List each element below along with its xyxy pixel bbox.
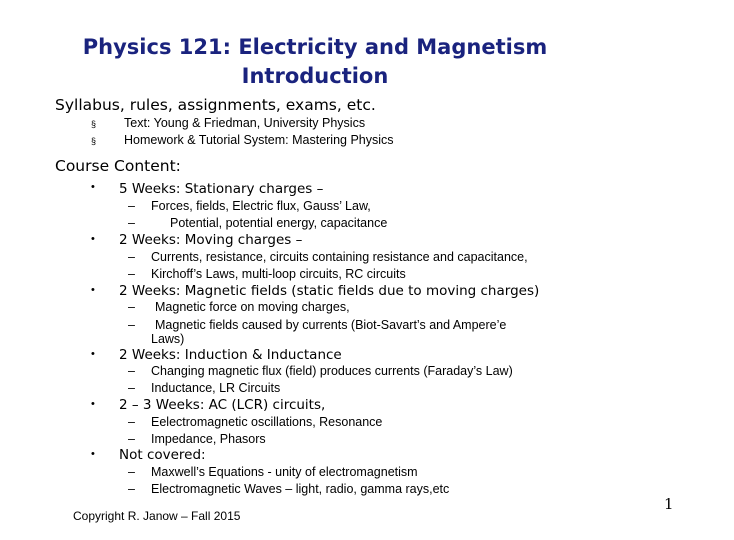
- section-label: 2 Weeks: Magnetic fields (static fields due to moving charges): [119, 283, 540, 299]
- section-sub-item: Maxwell’s Equations - unity of electromagnetism: [151, 465, 418, 479]
- section-sub-item: Potential, potential energy, capacitance: [170, 216, 388, 230]
- dash-icon: –: [128, 364, 135, 378]
- section-sub-item: Electromagnetic Waves – light, radio, gamma rays,etc: [151, 482, 450, 496]
- square-bullet-icon: §: [91, 119, 97, 129]
- section-sub-item: Impedance, Phasors: [151, 432, 266, 446]
- page-number: 1: [664, 495, 674, 513]
- course-content-heading: Course Content:: [55, 157, 181, 175]
- dash-icon: –: [128, 216, 135, 230]
- syllabus-item: Text: Young & Friedman, University Physics: [124, 116, 366, 130]
- section-sub-item-continued: Laws): [151, 332, 185, 346]
- section-label: 2 Weeks: Moving charges –: [119, 232, 303, 248]
- section-sub-item: Magnetic force on moving charges,: [155, 300, 350, 314]
- bullet-icon: •: [91, 448, 95, 460]
- slide-title: [0, 33, 630, 91]
- section-sub-item: Currents, resistance, circuits containing resistance and capacitance,: [151, 250, 528, 264]
- bullet-icon: •: [91, 181, 95, 193]
- square-bullet-icon: §: [91, 136, 97, 146]
- section-sub-item: Forces, fields, Electric flux, Gauss’ Law,: [151, 199, 371, 213]
- section-sub-item: Magnetic fields caused by currents (Biot-Savart’s and Ampere’e: [155, 318, 507, 332]
- dash-icon: –: [128, 432, 135, 446]
- section-sub-item: Eelectromagnetic oscillations, Resonance: [151, 415, 383, 429]
- dash-icon: –: [128, 318, 135, 332]
- dash-icon: –: [128, 381, 135, 395]
- section-label: 5 Weeks: Stationary charges –: [119, 181, 324, 197]
- bullet-icon: •: [91, 284, 95, 296]
- syllabus-item: Homework & Tutorial System: Mastering Physics: [124, 133, 394, 147]
- section-sub-item: Inductance, LR Circuits: [151, 381, 281, 395]
- section-sub-item: Changing magnetic flux (field) produces currents (Faraday’s Law): [151, 364, 513, 378]
- dash-icon: –: [128, 250, 135, 264]
- section-label: 2 Weeks: Induction & Inductance: [119, 347, 342, 363]
- copyright-footer: Copyright R. Janow – Fall 2015: [73, 509, 241, 523]
- section-label: Not covered:: [119, 447, 206, 463]
- dash-icon: –: [128, 300, 135, 314]
- dash-icon: –: [128, 415, 135, 429]
- title-line-1: Physics 121: Electricity and Magnetism: [82, 35, 548, 59]
- bullet-icon: •: [91, 348, 95, 360]
- bullet-icon: •: [91, 398, 95, 410]
- section-sub-item: Kirchoff’s Laws, multi-loop circuits, RC circuits: [151, 267, 406, 281]
- dash-icon: –: [128, 482, 135, 496]
- dash-icon: –: [128, 267, 135, 281]
- bullet-icon: •: [91, 233, 95, 245]
- dash-icon: –: [128, 199, 135, 213]
- dash-icon: –: [128, 465, 135, 479]
- title-line-2: Introduction: [241, 64, 389, 88]
- section-label: 2 – 3 Weeks: AC (LCR) circuits,: [119, 397, 326, 413]
- syllabus-heading: Syllabus, rules, assignments, exams, etc.: [55, 96, 376, 114]
